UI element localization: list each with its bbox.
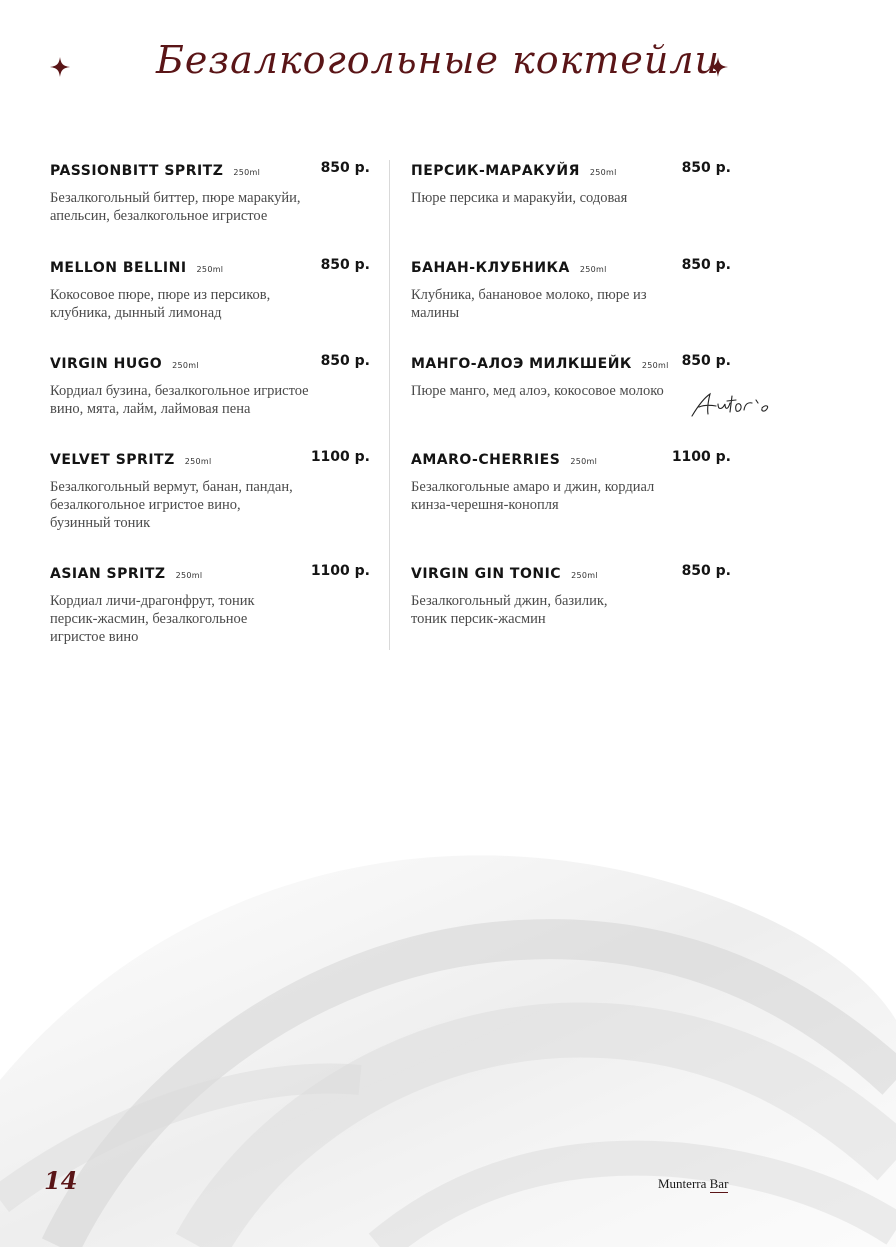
menu-item xyxy=(411,563,731,628)
menu-item xyxy=(50,563,370,646)
item-volume: 250ml xyxy=(589,168,617,177)
item-name: MELLON BELLINI xyxy=(50,260,187,276)
item-name: VIRGIN GIN TONIC xyxy=(411,566,562,582)
column-divider xyxy=(389,160,390,650)
item-price: 850 р. xyxy=(681,563,731,579)
item-price: 850 р. xyxy=(681,160,731,176)
item-volume: 250ml xyxy=(233,168,261,177)
menu-item xyxy=(50,449,370,532)
item-description: Безалкогольный биттер, пюре маракуйи, апельсин, безалкогольное игристое xyxy=(50,190,301,224)
item-price: 850 р. xyxy=(320,160,370,176)
item-name: PASSIONBITT SPRITZ xyxy=(50,163,224,179)
item-description: Пюре персика и маракуйи, содовая xyxy=(411,190,628,206)
page-title: Безалкогольные коктейли xyxy=(156,38,720,82)
item-price: 850 р. xyxy=(681,257,731,273)
brand-suffix: Bar xyxy=(709,1176,729,1191)
item-description: Кордиал бузина, безалкогольное игристое вино, мята, лайм, лаймовая пена xyxy=(50,383,309,417)
item-description: Безалкогольные амаро и джин, кордиал кинза-черешня-конопля xyxy=(411,479,655,513)
item-name: VELVET SPRITZ xyxy=(50,452,175,468)
item-name: ПЕРСИК-МАРАКУЙЯ xyxy=(411,163,580,179)
item-description: Пюре манго, мед алоэ, кокосовое молоко xyxy=(411,383,664,399)
item-price: 850 р. xyxy=(320,353,370,369)
menu-item xyxy=(50,353,370,418)
item-price: 850 р. xyxy=(681,353,731,369)
author-signature xyxy=(688,390,774,418)
background-swirl xyxy=(0,780,896,1247)
menu-item xyxy=(411,449,731,514)
item-description: Кокосовое пюре, пюре из персиков, клубника, дынный лимонад xyxy=(50,287,271,321)
item-description: Безалкогольный вермут, банан, пандан, безалкогольное игристое вино, бузинный тоник xyxy=(50,479,293,531)
brand-name: Munterra xyxy=(658,1176,707,1191)
item-name: МАНГО-АЛОЭ МИЛКШЕЙК xyxy=(411,356,632,372)
item-price: 1100 р. xyxy=(310,563,370,579)
menu-item xyxy=(411,160,731,207)
item-volume: 250ml xyxy=(571,571,598,580)
item-volume: 250ml xyxy=(175,571,203,580)
menu-item xyxy=(50,257,370,322)
item-name: AMARO-CHERRIES xyxy=(411,452,561,468)
item-price: 1100 р. xyxy=(671,449,731,465)
item-volume: 250ml xyxy=(172,361,199,370)
item-volume: 250ml xyxy=(579,265,607,274)
item-name: БАНАН-КЛУБНИКА xyxy=(411,260,570,276)
item-volume: 250ml xyxy=(570,457,598,466)
item-price: 1100 р. xyxy=(310,449,370,465)
item-volume: 250ml xyxy=(184,457,212,466)
menu-item xyxy=(411,257,731,322)
item-name: VIRGIN HUGO xyxy=(50,356,163,372)
item-volume: 250ml xyxy=(196,265,224,274)
item-name: ASIAN SPRITZ xyxy=(50,566,166,582)
menu-item xyxy=(411,353,731,400)
menu-item xyxy=(50,160,370,225)
item-description: Безалкогольный джин, базилик, тоник персик-жасмин xyxy=(411,593,608,627)
item-description: Кордиал личи-драгонфрут, тоник персик-жасмин, безалкогольное игристое вино xyxy=(50,593,255,645)
page-number: 14 xyxy=(44,1166,78,1195)
item-volume: 250ml xyxy=(641,361,669,370)
item-price: 850 р. xyxy=(320,257,370,273)
item-description: Клубника, банановое молоко, пюре из малины xyxy=(411,287,647,321)
footer-brand xyxy=(658,1176,728,1192)
